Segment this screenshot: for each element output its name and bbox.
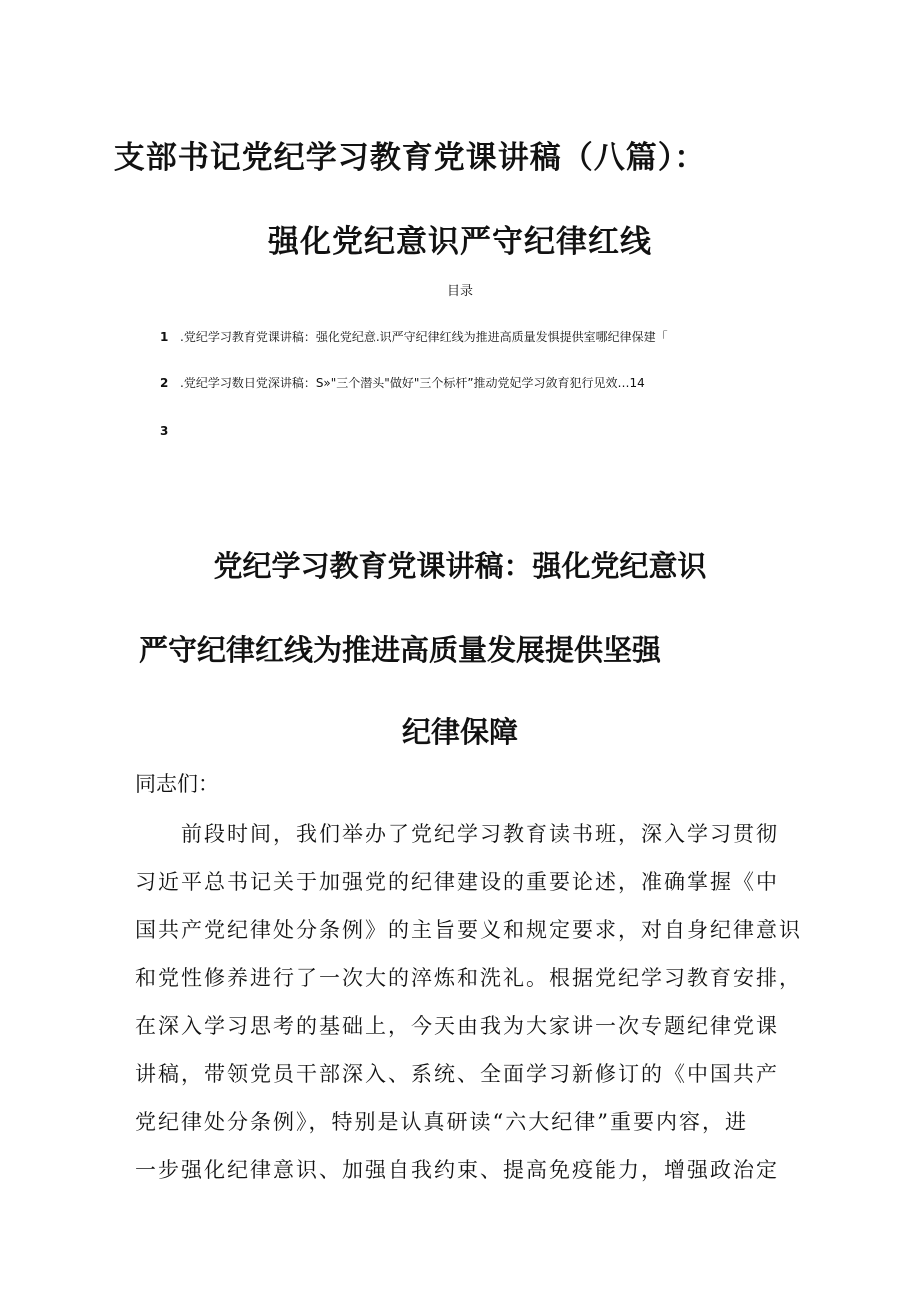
paragraph-line: 习近平总书记关于加强党的纪律建设的重要论述，准确掌握《中 (135, 870, 779, 894)
section-title-line3: 纪律保障 (401, 715, 518, 749)
toc-heading: 目录 (446, 284, 473, 299)
paragraph-line: 国共产党纪律处分条例》的主旨要义和规定要求，对自身纪律意识 (135, 918, 802, 942)
toc-item[interactable] (160, 328, 668, 345)
document-title-line1: 支部书记党纪学习教育党课讲稿（八篇）： (113, 140, 707, 176)
salutation: 同志们： (135, 772, 219, 796)
toc-item-number: 2 (160, 376, 169, 390)
toc-item[interactable] (160, 374, 645, 391)
toc-item-number: 3 (160, 424, 169, 438)
section-title-line1: 党纪学习教育党课讲稿：强化党纪意识 (213, 549, 707, 583)
paragraph-line: 前段时间，我们举办了党纪学习教育读书班，深入学习贯彻 (181, 822, 779, 846)
paragraph-line: 在深入学习思考的基础上，今天由我为大家讲一次专题纪律党课 (135, 1014, 779, 1038)
toc-item-text: .党纪学习数日党深讲稿：S»"三个潜头"做好"三个标杆”推动党妃学习敛育犯行见效…14 (180, 376, 645, 390)
section-title-line2: 严守纪律红线为推进高质量发展提供坚强 (138, 633, 661, 667)
toc-item-text: .党纪学习教育党课讲稿：强化党纪意.识严守纪律红线为推进高质量发惧提供室哪纪律保建「 (180, 330, 668, 344)
paragraph-line: 一步强化纪律意识、加强自我约束、提高免疫能力，增强政治定 (135, 1158, 779, 1182)
paragraph-line: 讲稿，带领党员干部深入、系统、全面学习新修订的《中国共产 (135, 1062, 779, 1086)
paragraph-line: 和党性修养进行了一次大的淬炼和洗礼。根据党纪学习教育安排， (135, 966, 802, 990)
paragraph-line: 党纪律处分条例》，特别是认真研读“六大纪律”重要内容，进 (135, 1110, 748, 1134)
toc-item-number: 1 (160, 330, 169, 344)
document-title-line2: 强化党纪意识严守纪律红线 (268, 224, 652, 260)
toc-item[interactable] (160, 424, 180, 438)
